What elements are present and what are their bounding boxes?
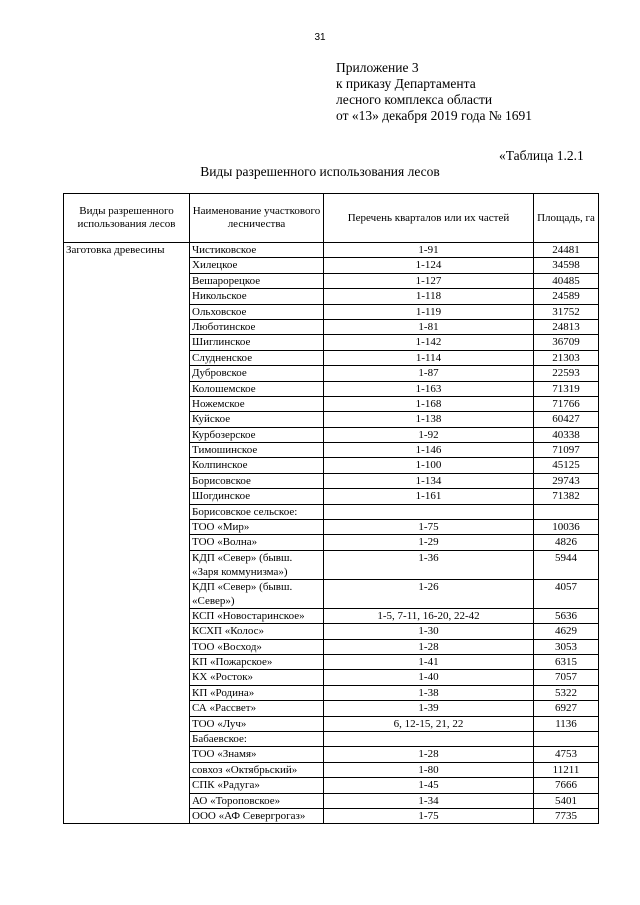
appendix-line: к приказу Департамента xyxy=(336,76,476,91)
area-cell: 40338 xyxy=(534,427,599,442)
forestry-name-cell: КП «Родина» xyxy=(190,685,324,700)
area-cell: 3053 xyxy=(534,639,599,654)
table-row xyxy=(64,243,599,258)
area-cell: 29743 xyxy=(534,473,599,488)
area-cell: 34598 xyxy=(534,258,599,273)
area-cell: 4057 xyxy=(534,579,599,608)
area-cell: 36709 xyxy=(534,335,599,350)
quarters-cell: 1-87 xyxy=(324,366,534,381)
area-cell: 11211 xyxy=(534,762,599,777)
area-cell: 71382 xyxy=(534,489,599,504)
quarters-cell: 1-30 xyxy=(324,624,534,639)
quarters-cell: 1-114 xyxy=(324,350,534,365)
forestry-name-cell: Борисовское сельское: xyxy=(190,504,324,519)
quarters-cell: 1-40 xyxy=(324,670,534,685)
forestry-name-cell: КП «Пожарское» xyxy=(190,654,324,669)
forestry-name-cell: Колпинское xyxy=(190,458,324,473)
quarters-cell: 1-41 xyxy=(324,654,534,669)
quarters-cell: 1-36 xyxy=(324,550,534,579)
forestry-name-cell: КХ «Росток» xyxy=(190,670,324,685)
forestry-name-cell: Чистиковское xyxy=(190,243,324,258)
area-cell: 71766 xyxy=(534,396,599,411)
forestry-name-cell: Тимошинское xyxy=(190,443,324,458)
area-cell: 6315 xyxy=(534,654,599,669)
area-cell: 5401 xyxy=(534,793,599,808)
use-type-cell: Заготовка древесины xyxy=(64,243,190,824)
quarters-cell: 1-142 xyxy=(324,335,534,350)
area-cell: 71319 xyxy=(534,381,599,396)
forestry-name-cell: ТОО «Мир» xyxy=(190,520,324,535)
forestry-name-cell: ТОО «Знамя» xyxy=(190,747,324,762)
quarters-cell: 6, 12-15, 21, 22 xyxy=(324,716,534,731)
area-cell: 4826 xyxy=(534,535,599,550)
area-cell: 5322 xyxy=(534,685,599,700)
area-cell: 7057 xyxy=(534,670,599,685)
forestry-name-cell: Шогдинское xyxy=(190,489,324,504)
area-cell: 22593 xyxy=(534,366,599,381)
forestry-name-cell: Ножемское xyxy=(190,396,324,411)
forestry-name-cell: Ольховское xyxy=(190,304,324,319)
quarters-cell: 1-134 xyxy=(324,473,534,488)
quarters-cell: 1-100 xyxy=(324,458,534,473)
forestry-name-cell: Люботинское xyxy=(190,319,324,334)
quarters-cell: 1-168 xyxy=(324,396,534,411)
forestry-name-cell: Дубровское xyxy=(190,366,324,381)
forestry-name-cell: АО «Тороповское» xyxy=(190,793,324,808)
area-cell: 10036 xyxy=(534,520,599,535)
forestry-name-cell: совхоз «Октябрьский» xyxy=(190,762,324,777)
quarters-cell: 1-91 xyxy=(324,243,534,258)
quarters-cell: 1-80 xyxy=(324,762,534,777)
table-header-row xyxy=(64,194,599,243)
quarters-cell: 1-146 xyxy=(324,443,534,458)
quarters-cell: 1-163 xyxy=(324,381,534,396)
area-cell: 40485 xyxy=(534,273,599,288)
quarters-cell: 1-39 xyxy=(324,701,534,716)
forestry-name-cell: Слудненское xyxy=(190,350,324,365)
quarters-cell: 1-75 xyxy=(324,520,534,535)
area-cell: 45125 xyxy=(534,458,599,473)
area-cell: 5944 xyxy=(534,550,599,579)
header-forestry-name: Наименование участкового лесничества xyxy=(190,194,324,243)
area-cell: 5636 xyxy=(534,608,599,623)
quarters-cell: 1-28 xyxy=(324,747,534,762)
forest-use-table xyxy=(63,193,599,824)
quarters-cell: 1-29 xyxy=(324,535,534,550)
forestry-name-cell: Куйское xyxy=(190,412,324,427)
area-cell: 24589 xyxy=(534,289,599,304)
area-cell: 7666 xyxy=(534,778,599,793)
forestry-name-cell: ООО «АФ Севергрогаз» xyxy=(190,808,324,823)
page-number: 31 xyxy=(314,32,326,43)
quarters-cell: 1-38 xyxy=(324,685,534,700)
quarters-cell: 1-28 xyxy=(324,639,534,654)
forestry-name-cell: ТОО «Восход» xyxy=(190,639,324,654)
forestry-name-cell: Хилецкое xyxy=(190,258,324,273)
area-cell: 4629 xyxy=(534,624,599,639)
quarters-cell: 1-118 xyxy=(324,289,534,304)
forestry-name-cell: КДП «Север» (бывш. «Север») xyxy=(190,579,324,608)
forestry-name-cell: СПК «Радуга» xyxy=(190,778,324,793)
area-cell: 60427 xyxy=(534,412,599,427)
forestry-name-cell: ТОО «Волна» xyxy=(190,535,324,550)
table-body xyxy=(64,243,599,824)
forestry-name-cell: Никольское xyxy=(190,289,324,304)
quarters-cell: 1-34 xyxy=(324,793,534,808)
quarters-cell: 1-119 xyxy=(324,304,534,319)
quarters-cell: 1-92 xyxy=(324,427,534,442)
quarters-cell: 1-75 xyxy=(324,808,534,823)
table-reference: «Таблица 1.2.1 xyxy=(499,148,584,163)
area-cell: 4753 xyxy=(534,747,599,762)
forestry-name-cell: Колошемское xyxy=(190,381,324,396)
header-quarters: Перечень кварталов или их частей xyxy=(324,194,534,243)
quarters-cell: 1-26 xyxy=(324,579,534,608)
quarters-cell: 1-127 xyxy=(324,273,534,288)
forestry-name-cell: КСП «Новостаринское» xyxy=(190,608,324,623)
quarters-cell: 1-124 xyxy=(324,258,534,273)
forestry-name-cell: Вешарорецкое xyxy=(190,273,324,288)
quarters-cell: 1-138 xyxy=(324,412,534,427)
area-cell xyxy=(534,731,599,746)
forestry-name-cell: Бабаевское: xyxy=(190,731,324,746)
area-cell: 6927 xyxy=(534,701,599,716)
forestry-name-cell: СА «Рассвет» xyxy=(190,701,324,716)
forestry-name-cell: КСХП «Колос» xyxy=(190,624,324,639)
appendix-line: от «13» декабря 2019 года № 1691 xyxy=(336,108,533,123)
forestry-name-cell: Курбозерское xyxy=(190,427,324,442)
forestry-name-cell: Борисовское xyxy=(190,473,324,488)
area-cell: 21303 xyxy=(534,350,599,365)
appendix-header xyxy=(336,60,532,124)
header-use-type: Виды разрешенного использования лесов xyxy=(64,194,190,243)
forestry-name-cell: ТОО «Луч» xyxy=(190,716,324,731)
document-title: Виды разрешенного использования лесов xyxy=(200,164,440,179)
area-cell: 24481 xyxy=(534,243,599,258)
quarters-cell xyxy=(324,504,534,519)
area-cell: 31752 xyxy=(534,304,599,319)
area-cell: 24813 xyxy=(534,319,599,334)
quarters-cell: 1-81 xyxy=(324,319,534,334)
header-area: Площадь, га xyxy=(534,194,599,243)
quarters-cell xyxy=(324,731,534,746)
area-cell xyxy=(534,504,599,519)
appendix-line: лесного комплекса области xyxy=(336,92,493,107)
appendix-line: Приложение 3 xyxy=(336,60,419,75)
quarters-cell: 1-161 xyxy=(324,489,534,504)
quarters-cell: 1-45 xyxy=(324,778,534,793)
area-cell: 71097 xyxy=(534,443,599,458)
area-cell: 1136 xyxy=(534,716,599,731)
forestry-name-cell: КДП «Север» (бывш. «Заря коммунизма») xyxy=(190,550,324,579)
quarters-cell: 1-5, 7-11, 16-20, 22-42 xyxy=(324,608,534,623)
area-cell: 7735 xyxy=(534,808,599,823)
forestry-name-cell: Шиглинское xyxy=(190,335,324,350)
